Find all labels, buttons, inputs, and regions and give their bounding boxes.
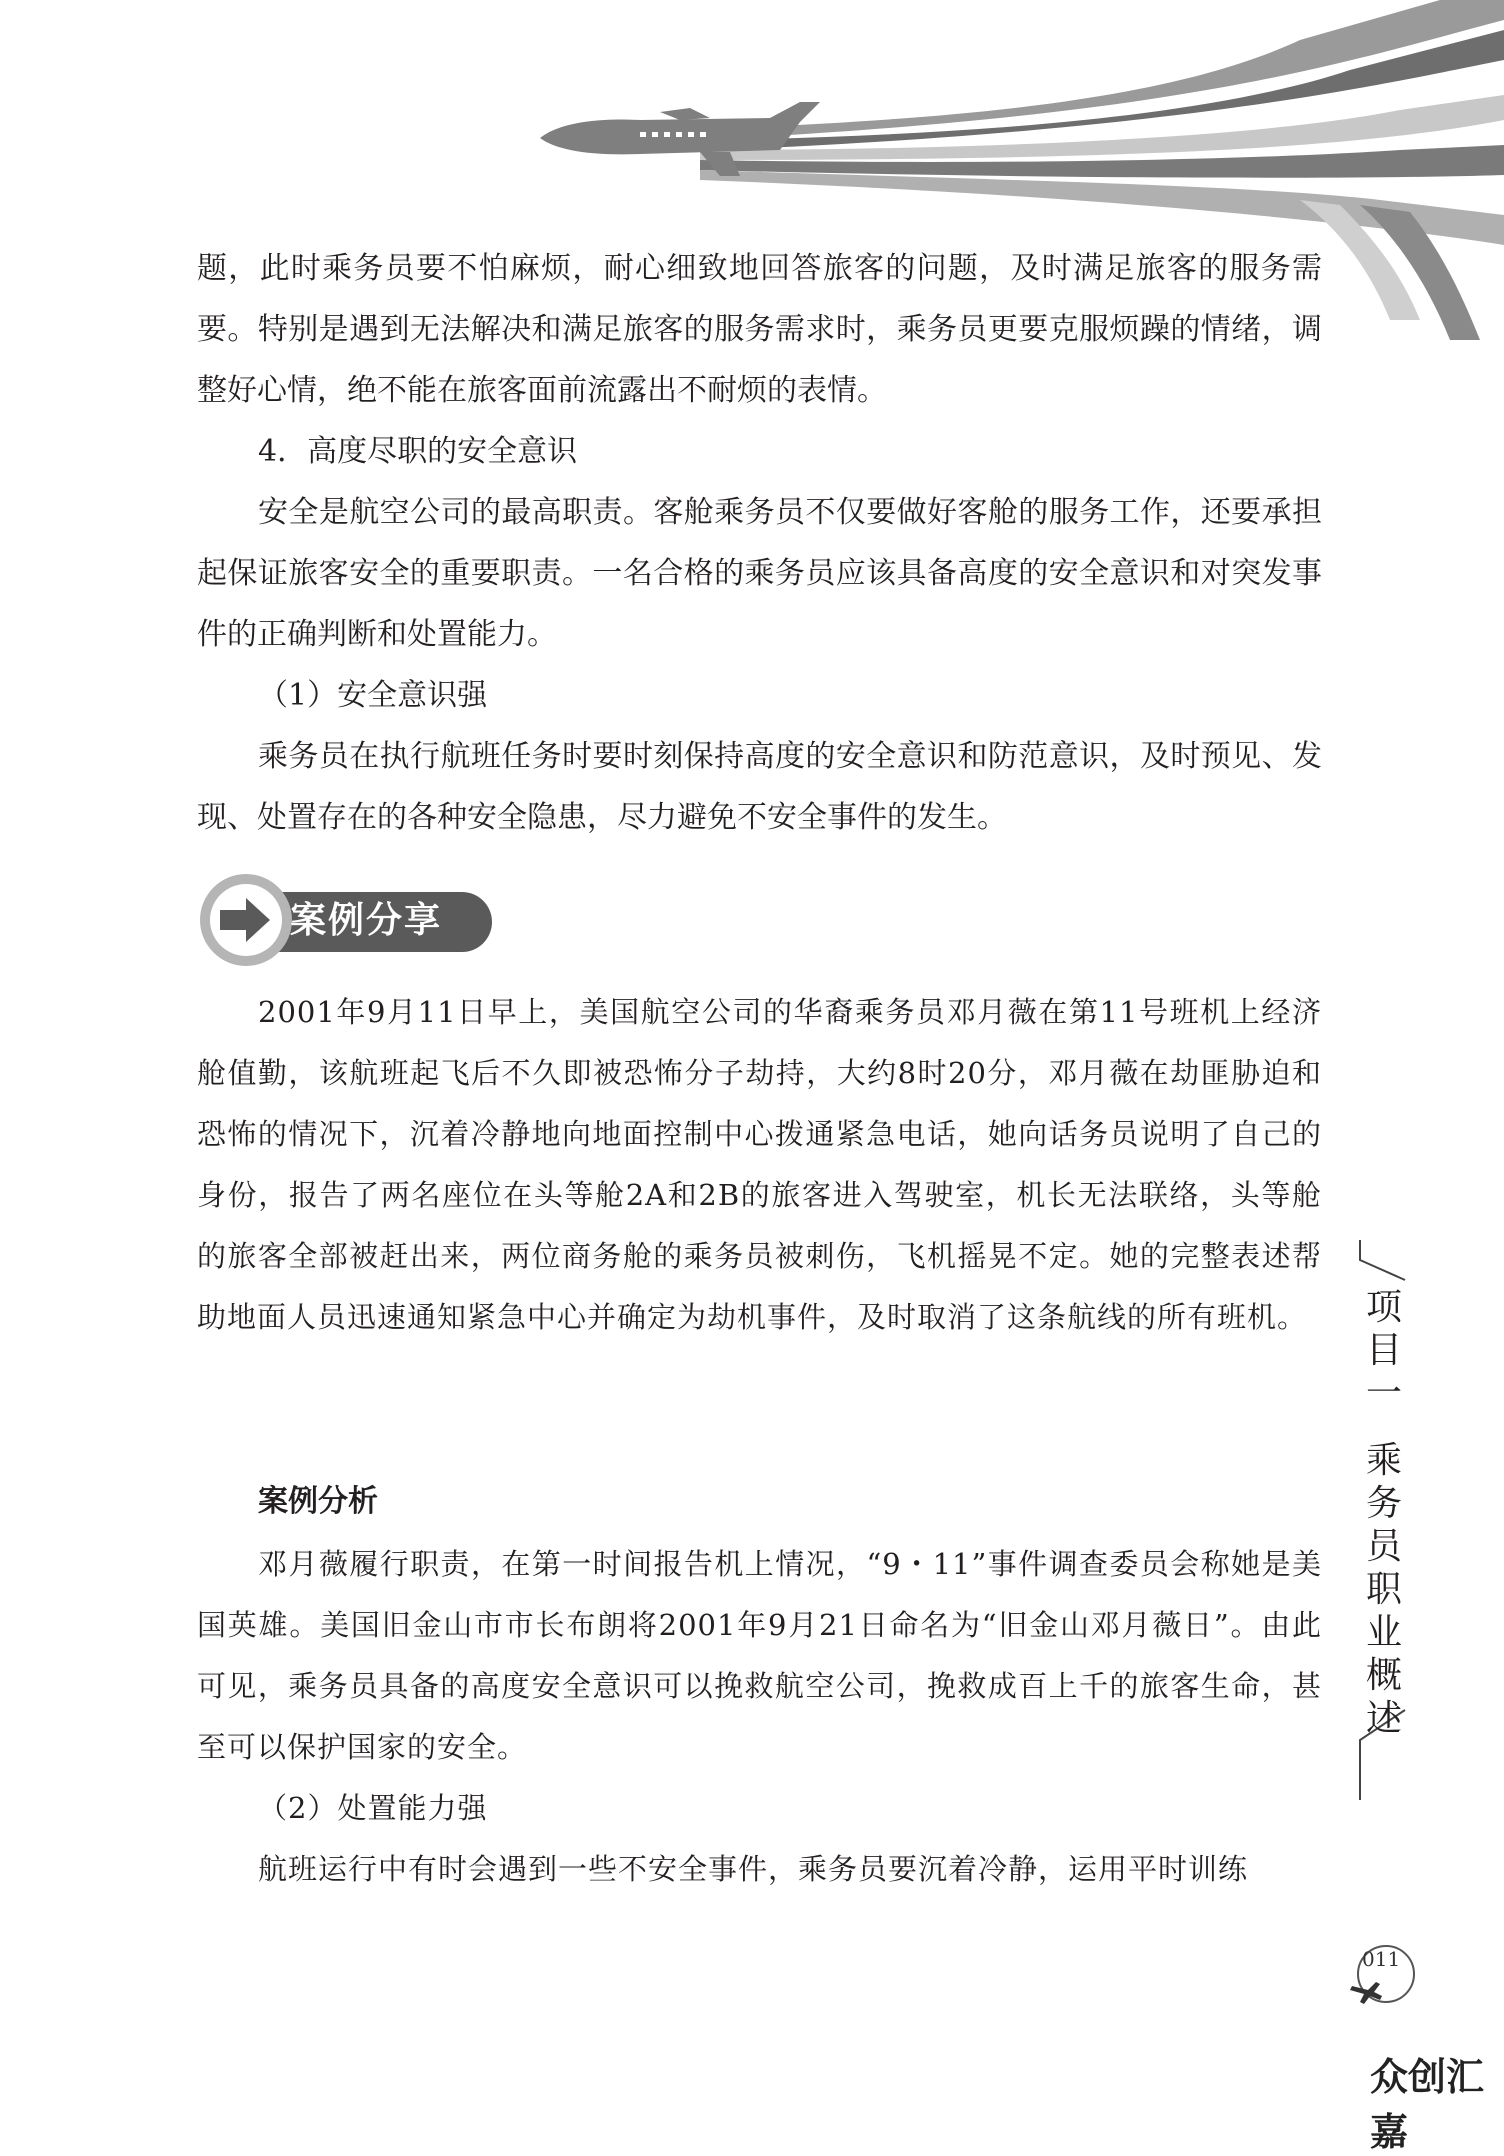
side-char: 述 [1365, 1698, 1402, 1739]
paragraph: 乘务员在执行航班任务时要时刻保持高度的安全意识和防范意识，及时预见、发现、处置存在的各种安全隐患，尽力避免不安全事件的发生。 [197, 739, 1322, 835]
case-paragraph: 2001年9月11日早上，美国航空公司的华裔乘务员邓月薇在第11号班机上经济舱值勤，该航班起飞后不久即被恐怖分子劫持，大约8时20分，邓月薇在劫匪胁迫和恐怖的情况下，沉着冷静地向地面控制中心拨通紧急电话，她向话务员说明了自己的身份，报告了两名座位在头等舱2A和2B的旅客进入驾驶室，机长无法联络，头等舱的旅客全部被赶出来，两位商务舱的乘务员被刺伤，飞机摇晃不定。她的完整表述帮助地面人员迅速通知紧急中心并确定为劫机事件，及时取消了这条航线的所有班机。 [197, 995, 1322, 1334]
page-number: 011 [1362, 1947, 1401, 1971]
analysis-body [197, 1534, 1322, 1900]
paragraph: 安全是航空公司的最高职责。客舱乘务员不仅要做好客舱的服务工作，还要承担起保证旅客安全的重要职责。一名合格的乘务员应该具备高度的安全意识和对突发事件的正确判断和处置能力。 [197, 495, 1322, 652]
section-heading: 4．高度尽职的安全意识 [258, 434, 578, 469]
side-char: 业 [1365, 1612, 1402, 1653]
subsection-heading: （1）安全意识强 [258, 678, 488, 713]
side-char: 职 [1365, 1569, 1402, 1610]
analysis-paragraph: 邓月薇履行职责，在第一时间报告机上情况，“9・11”事件调查委员会称她是美国英雄。美国旧金山市市长布朗将2001年9月21日命名为“旧金山邓月薇日”。由此可见，乘务员具备的高度安全意识可以挽救航空公司，挽救成百上千的旅客生命，甚至可以保护国家的安全。 [197, 1547, 1322, 1764]
side-char: 乘 [1365, 1440, 1402, 1481]
side-char: 项 [1365, 1287, 1402, 1328]
analysis-heading: 案例分析 [258, 1484, 378, 1519]
chapter-side-tab [1362, 1286, 1406, 1740]
paragraph: 航班运行中有时会遇到一些不安全事件，乘务员要沉着冷静，运用平时训练 [258, 1852, 1249, 1886]
case-badge-title: 案例分享 [290, 900, 443, 941]
paragraph-continued: 题，此时乘务员要不怕麻烦，耐心细致地回答旅客的问题，及时满足旅客的服务需要。特别是遇到无法解决和满足旅客的服务需求时，乘务员更要克服烦躁的情绪，调整好心情，绝不能在旅客面前流露出不耐烦的表情。 [197, 251, 1322, 408]
watermark: 众创汇嘉 [1370, 2055, 1485, 2154]
side-char: 一 [1365, 1373, 1402, 1414]
side-char: 务 [1365, 1483, 1402, 1524]
body-text-top [197, 238, 1322, 848]
side-char: 目 [1365, 1330, 1402, 1371]
case-body [197, 982, 1322, 1348]
side-char: 概 [1365, 1655, 1402, 1696]
side-char: 员 [1365, 1526, 1402, 1567]
subsection-heading: （2）处置能力强 [258, 1791, 488, 1825]
